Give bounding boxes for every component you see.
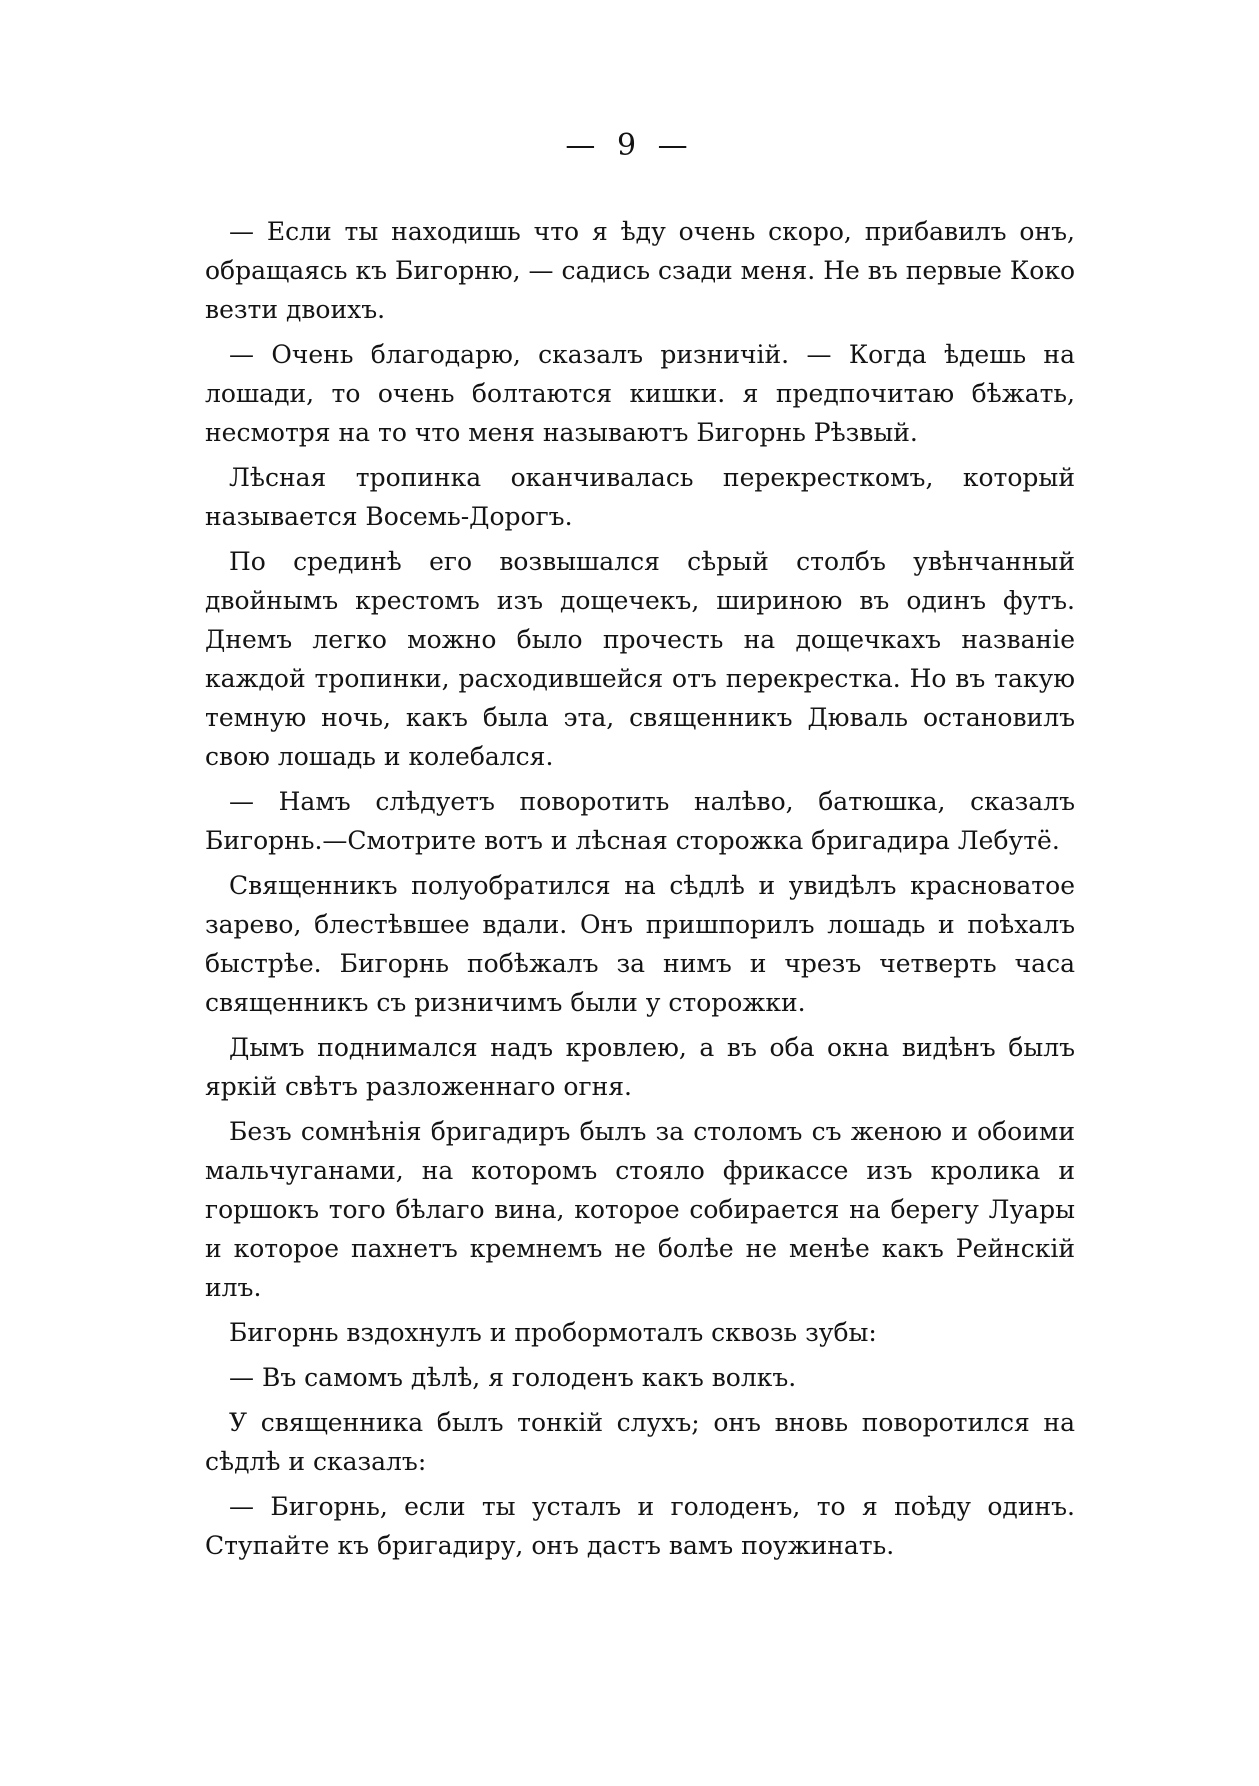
paragraph: Безъ сомнѣнія бригадиръ былъ за столомъ съ женою и обоими мальчуганами, на которомъ стояло фрикассе изъ кролика и горшокъ того бѣлаго вина, которое собирается на берегу Луары и которое пахнетъ кремнемъ не болѣе не менѣе какъ Рейнскій илъ. xyxy=(205,1117,1075,1302)
paragraph: По срединѣ его возвышался сѣрый столбъ увѣнчанный двойнымъ крестомъ изъ дощечекъ, шириною въ одинъ футъ. Днемъ легко можно было прочесть на дощечкахъ названіе каждой тропинки, расходившейся отъ перекрестка. Но въ такую темную ночь, какъ была эта, священникъ Дюваль остановилъ свою лошадь и колебался. xyxy=(205,547,1075,771)
paragraph: — Намъ слѣдуетъ поворотить налѣво, батюшка, сказалъ Бигорнь.—Смотрите вотъ и лѣсная сторожка бригадира Лебутё. xyxy=(205,787,1075,855)
paragraph: — Въ самомъ дѣлѣ, я голоденъ какъ волкъ. xyxy=(229,1363,797,1392)
paragraph: Лѣсная тропинка оканчивалась перекресткомъ, который называется Восемь-Дорогъ. xyxy=(205,463,1075,531)
paragraph: — Очень благодарю, сказалъ ризничій. — Когда ѣдешь на лошади, то очень болтаются кишки. я предпочитаю бѣжать, несмотря на то что меня называютъ Бигорнь Рѣзвый. xyxy=(205,340,1075,447)
paragraph: — Если ты находишь что я ѣду очень скоро, прибавилъ онъ, обращаясь къ Бигорню, — садись сзади меня. Не въ первые Коко везти двоихъ. xyxy=(205,217,1075,324)
paragraph: У священника былъ тонкій слухъ; онъ вновь поворотился на сѣдлѣ и сказалъ: xyxy=(205,1408,1075,1476)
paragraph: Священникъ полуобратился на сѣдлѣ и увидѣлъ красноватое зарево, блестѣвшее вдали. Онъ пришпорилъ лошадь и поѣхалъ быстрѣе. Бигорнь побѣжалъ за нимъ и чрезъ четверть часа священникъ съ ризничимъ были у сторожки. xyxy=(205,871,1075,1017)
body-text xyxy=(205,212,1075,1565)
paragraph: Бигорнь вздохнулъ и пробормоталъ сквозь зубы: xyxy=(229,1318,877,1347)
page-number: — 9 — xyxy=(565,128,694,163)
paragraph: — Бигорнь, если ты усталъ и голоденъ, то я поѣду одинъ. Ступайте къ бригадиру, онъ дастъ вамъ поужинать. xyxy=(205,1492,1075,1560)
paragraph: Дымъ поднимался надъ кровлею, а въ оба окна видѣнъ былъ яркій свѣтъ разложеннаго огня. xyxy=(205,1033,1075,1101)
